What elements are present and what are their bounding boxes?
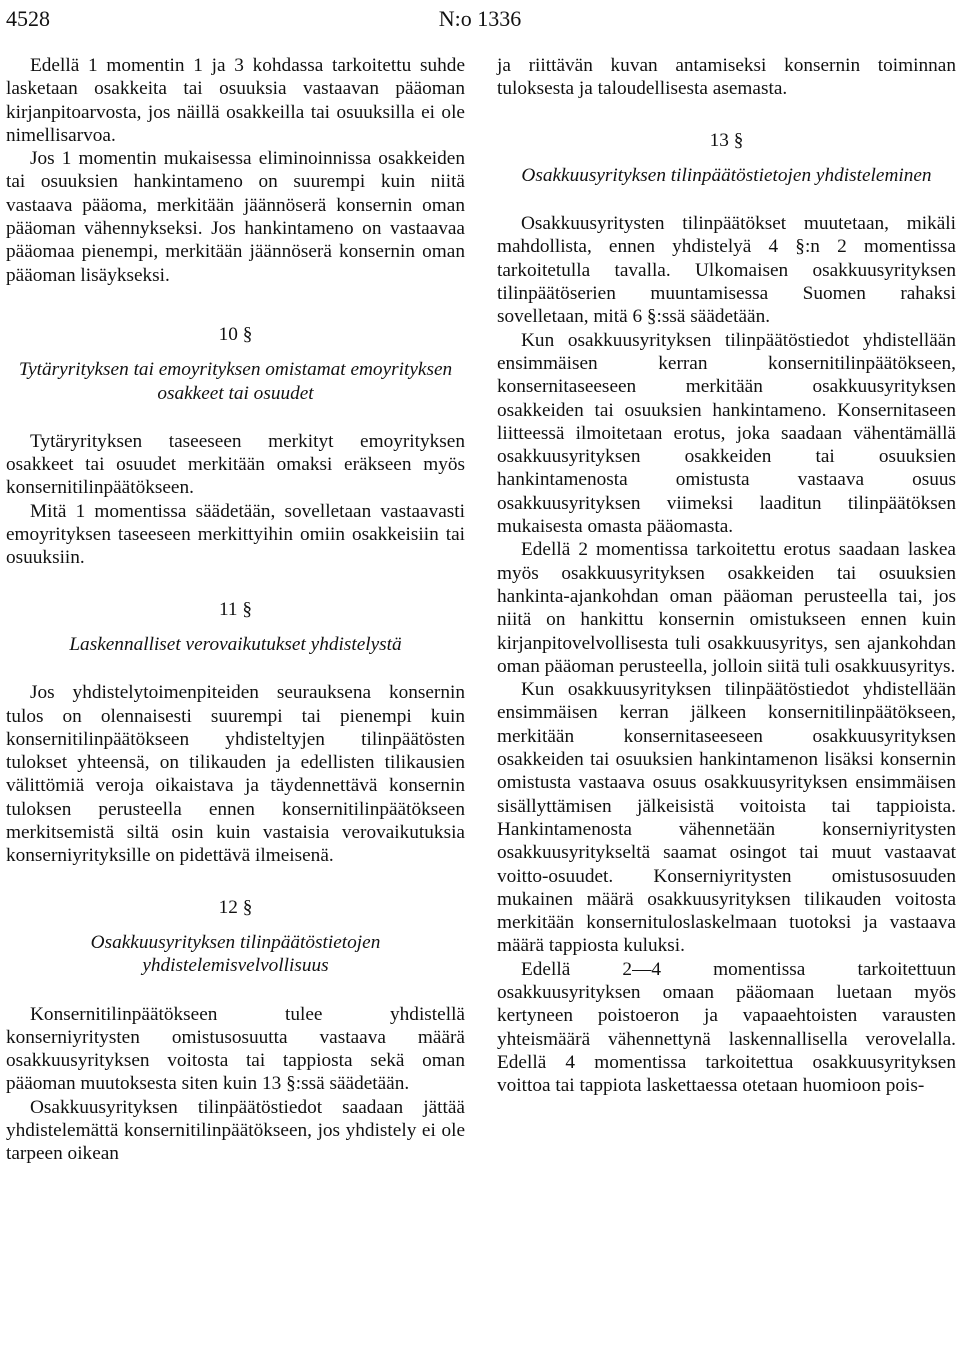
paragraph: Kun osakkuusyrityksen tilinpäätöstiedot yhdistellään ensimmäisen kerran konsernitilinpäätökseen, konsernitaseeseen merkitään osakkuusyrityksen osakkeiden tai osuuksien hankintameno. Konsernitaseen liitteessä ilmoitetaan erotus, joka saadaan vähentämällä osakkuusyrityksen osakkeiden tai osuuksien hankintamenosta omistusta vastaava osuus osakkuusyrityksen viimeksi laaditun tilinpäätöksen mukaisesta omasta pääomasta.: [497, 329, 956, 538]
paragraph: Tytäryrityksen taseeseen merkityt emoyrityksen osakkeet tai osuudet merkitään omaksi eräkseen myös konsernitilinpäätökseen.: [6, 430, 465, 499]
paragraph: Kun osakkuusyrityksen tilinpäätöstiedot yhdistellään ensimmäisen kerran jälkeen konsernitilinpäätökseen, merkitään konsernitaseeseen osakkuusyrityksen osakkeiden tai osuuksien hankintamenon lisäksi konsernin omistusta vastaava osuus osakkuusyrityksen ensimmäisen sisällyttämisen jälkeisistä voitoista tai tappioista. Hankintamenosta vähennetään konserniyritysten osakkuusyritykseltä saamat osingot tai muut vastaavat voitto-osuudet. Konserniyritysten omistusosuuden mukainen määrä osakkuusyrityksen tilikauden voitosta merkitään konsernituloslaskelmaan tuotoksi ja vastaava määrä tappiosta kuluksi.: [497, 679, 956, 957]
section-number: 11 §: [218, 598, 253, 620]
section-number: 12 §: [218, 896, 253, 918]
issue-number: N:o 1336: [438, 6, 522, 31]
paragraph-continued: ja riittävän kuvan antamiseksi konsernin toiminnan tuloksesta ja taloudellisesta asemasta.: [497, 55, 956, 100]
right-column: [497, 54, 956, 1097]
paragraph: Jos yhdistelytoimenpiteiden seurauksena konsernin tulos on olennaisesti suurempi tai pienempi kuin konsernitilinpäätökseen yhdisteltyjen tilinpäätösten tulokset yhteensä, on tilikauden ja edellisten tilikausien välittömiä veroja oikaistava ja täydennettävä konsernin tuloksen perusteella ennen konsernitilinpäätökseen merkitsemistä siltä osin kuin vastaisia verovaikutuksia konserniyrityksille on pidettävä ilmeisenä.: [6, 682, 465, 867]
section-title: Osakkuusyrityksen tilinpäätöstietojen yhdistelemisvelvollisuus: [90, 931, 381, 977]
page-header: [6, 4, 954, 38]
paragraph: Osakkuusyrityksen tilinpäätöstiedot saadaan jättää yhdistelemättä konsernitilinpäätökseen, jos yhdistely ei ole tarpeen oikean: [6, 1096, 465, 1165]
paragraph: Edellä 1 momentin 1 ja 3 kohdassa tarkoitettu suhde lasketaan osakkeita tai osuuksia vastaavan pääoman kirjanpitoarvosta, jos näillä osakkeilla tai osuuksilla ei ole nimellisarvoa.: [6, 55, 465, 146]
paragraph: Konsernitilinpäätökseen tulee yhdistellä konserniyritysten omistusosuutta vastaava määrä osakkuusyrityksen voitosta tai tappiosta sekä oman pääoman muutoksesta siten kuin 13 §:ssä säädetään.: [6, 1003, 465, 1095]
section-number: 10 §: [218, 323, 253, 345]
paragraph: Osakkuusyritysten tilinpäätökset muutetaan, mikäli mahdollista, ennen yhdistelyä 4 §:n 2 momentissa tarkoitetulla tavalla. Ulkomaisen osakkuusyrityksen tilinpäätöserien muuntamisessa Suomen rahaksi sovelletaan, mitä 6 §:ssä säädetään.: [497, 213, 956, 328]
page-number: 4528: [6, 6, 50, 31]
section-title: Tytäryrityksen tai emoyrityksen omistamat emoyrityksen osakkeet tai osuudet: [18, 359, 453, 404]
paragraph: Edellä 2 momentissa tarkoitettu erotus saadaan laskea myös osakkuusyrityksen osakkeiden tai osuuksien hankinta-ajankohdan oman pääoman perusteella tai, jos niitä on hankittu konsernin omistukseen ennen kuin kirjanpitovelvollisesta tuli osakkuusyritys, sen ajankohdan oman pääoman perusteella, jolloin siitä tuli osakkuusyritys.: [497, 539, 956, 677]
paragraph: Jos 1 momentin mukaisessa eliminoinnissa osakkeiden tai osuuksien hankintameno on suurempi kuin niitä vastaava pääoma, merkitään jäännöserä konsernin oman pääoman vähennykseksi. Jos hankintameno on vastaavaa pääomaa pienempi, merkitään jäännöserä konsernin oman pääoman lisäykseksi.: [6, 148, 465, 286]
section-number: 13 §: [709, 129, 744, 151]
left-column: [6, 54, 465, 1166]
paragraph: Mitä 1 momentissa säädetään, sovelletaan vastaavasti emoyrityksen taseeseen merkittyihin omiin osakkeisiin tai osuuksiin.: [6, 500, 465, 569]
paragraph: Edellä 2—4 momentissa tarkoitettuun osakkuusyrityksen omaan pääomaan luetaan myös kertyneen poistoeron ja vapaaehtoisten varausten yhteismäärä vähennettynä laskennallisella verovelalla. Edellä 4 momentissa tarkoitettua osakkuusyrityksen voittoa tai tappiota laskettaessa otetaan huomioon pois-: [497, 958, 956, 1097]
section-title: Laskennalliset verovaikutukset yhdistelystä: [69, 633, 402, 655]
section-title: Osakkuusyrityksen tilinpäätöstietojen yhdisteleminen: [521, 164, 932, 186]
